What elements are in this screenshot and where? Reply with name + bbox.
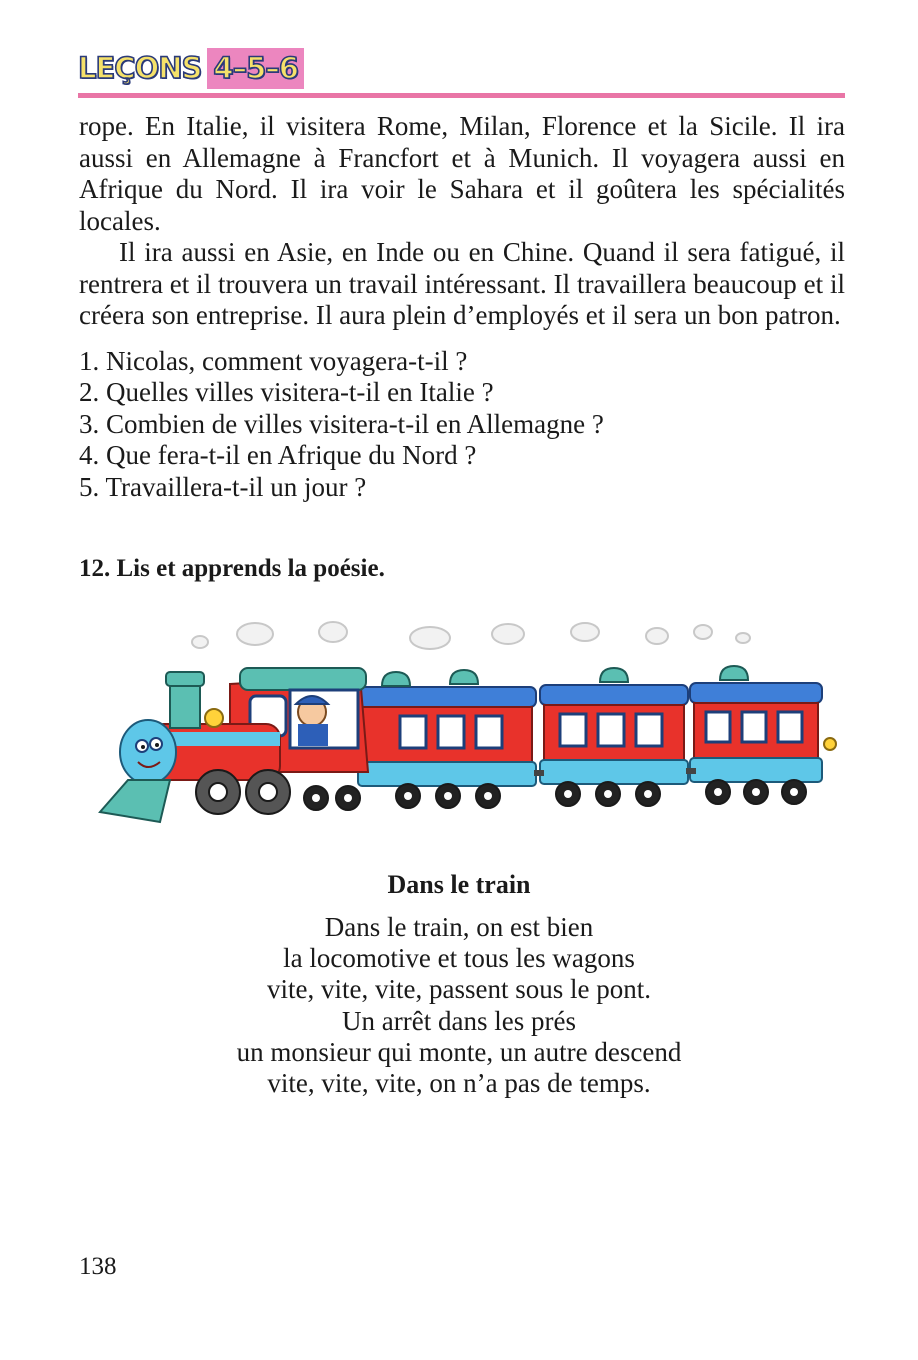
poem-line: vite, vite, vite, passent sous le pont. — [267, 974, 651, 1005]
lesson-numbers-badge: 4–5–6 — [207, 48, 304, 89]
question-list — [79, 346, 845, 504]
poem-line: vite, vite, vite, on n’a pas de temps. — [267, 1068, 651, 1099]
question-item: 4. Que fera-t-il en Afrique du Nord ? — [79, 440, 477, 470]
question-item: 1. Nicolas, comment voyagera-t-il ? — [79, 345, 468, 376]
header-divider — [78, 93, 845, 98]
reading-text — [79, 111, 845, 503]
question-item: 3. Combien de villes visitera-t-il en Allemagne ? — [79, 408, 604, 439]
poem-line: Un arrêt dans les prés — [342, 1005, 576, 1036]
question-item: 5. Travaillera-t-il un jour ? — [79, 471, 367, 502]
exercise-title: 12. Lis et apprends la poésie. — [79, 555, 385, 582]
lesson-header — [78, 44, 304, 92]
paragraph: Il ira aussi en Asie, en Inde ou en Chine. Quand il sera fatigué, il rentrera et il trouvera un travail intéressant. Il travaillera beaucoup et il créera son entreprise. Il aura plein d’employés et il sera un bon patron. — [79, 237, 845, 330]
question-item: 2. Quelles villes visitera-t-il en Italie ? — [79, 377, 494, 407]
train-illustration — [90, 612, 840, 842]
paragraph: rope. En Italie, il visitera Rome, Milan, Florence et la Sicile. Il ira aussi en Allemagne à Francfort et à Munich. Il voyagera aussi en Afrique du Nord. Il ira voir le Sahara et il goûtera les spécialités locales. — [79, 111, 845, 236]
train-icon — [90, 612, 840, 842]
poem-title: Dans le train — [387, 870, 531, 899]
poem-line: Dans le train, on est bien — [324, 912, 594, 942]
poem-line: un monsieur qui monte, un autre descend — [236, 1036, 682, 1067]
wagons — [358, 666, 836, 786]
page-number: 138 — [79, 1253, 117, 1280]
poem-line: la locomotive et tous les wagons — [283, 943, 635, 974]
section-label: LEÇONS — [78, 51, 202, 85]
smoke-clouds — [192, 622, 750, 649]
poem-body — [0, 912, 918, 1099]
